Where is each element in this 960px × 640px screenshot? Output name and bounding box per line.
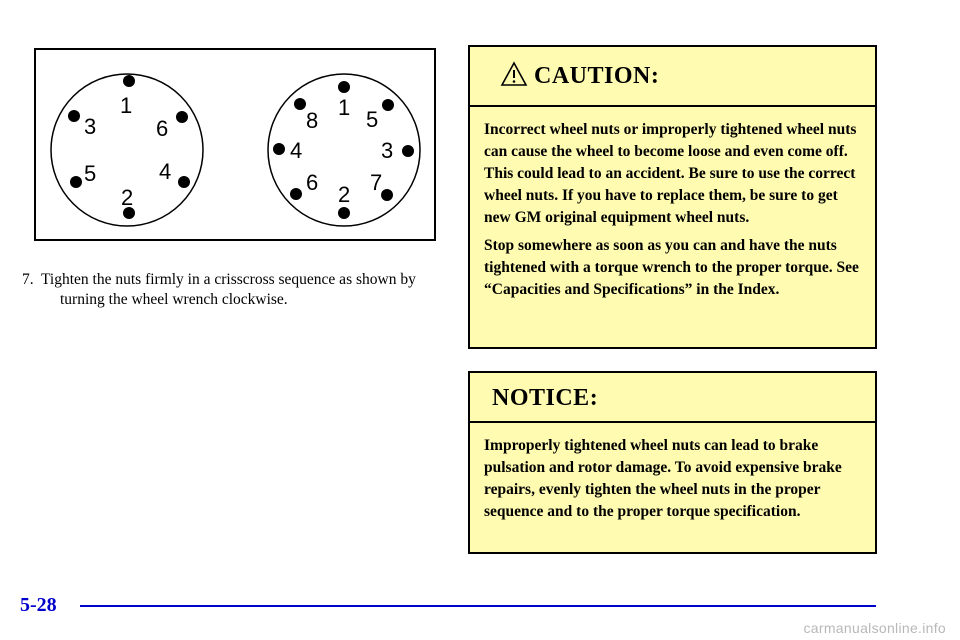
lug-nut-dot xyxy=(70,176,82,188)
lug-nut-sequence-figure xyxy=(34,48,436,241)
lug-label: 4 xyxy=(159,159,172,184)
lug-nut-dot xyxy=(338,81,350,93)
notice-body: Improperly tightened wheel nuts can lead to brake pulsation and rotor damage. To avoid expensive brake repairs, evenly tighten the wheel nuts in the proper sequence and to the proper torque specification. xyxy=(484,437,842,520)
step-number: 7. xyxy=(22,271,34,288)
lug-nut-dot xyxy=(123,75,135,87)
lug-label: 5 xyxy=(84,161,97,186)
lug-nut-dot xyxy=(290,188,302,200)
warning-triangle-icon xyxy=(500,61,528,87)
lug-label: 3 xyxy=(84,114,97,139)
lug-label: 2 xyxy=(338,182,351,207)
lug-nut-dot xyxy=(338,207,350,219)
caution-paragraph: Incorrect wheel nuts or improperly tightened wheel nuts can cause the wheel to become loose and even come off. This could lead to an accident. Be sure to use the correct wheel nuts. If you have to replace them, be sure to get new GM original equipment wheel nuts. xyxy=(484,121,857,226)
step-7 xyxy=(22,270,442,310)
lug-label: 7 xyxy=(370,170,383,195)
notice-header xyxy=(470,373,875,423)
notice-title: NOTICE: xyxy=(492,385,599,411)
lug-label: 2 xyxy=(121,185,134,210)
lug-label: 6 xyxy=(156,116,169,141)
lug-label: 5 xyxy=(366,107,379,132)
lug-nut-dot xyxy=(381,189,393,201)
lug-label: 4 xyxy=(290,138,303,163)
page-number: 5-28 xyxy=(20,594,57,616)
notice-box xyxy=(468,371,877,554)
caution-body xyxy=(470,107,875,301)
caution-title: CAUTION: xyxy=(534,63,660,89)
footer-rule xyxy=(80,605,876,607)
watermark: carmanualsonline.info xyxy=(803,620,946,636)
lug-nut-dot xyxy=(176,111,188,123)
lug-label: 1 xyxy=(120,93,133,118)
caution-box xyxy=(468,45,877,349)
lug-label: 6 xyxy=(306,170,319,195)
caution-header xyxy=(470,47,875,107)
lug-nut-dot xyxy=(178,176,190,188)
step-text: Tighten the nuts firmly in a crisscross sequence as shown by turning the wheel wrench clockwise. xyxy=(41,271,416,308)
lug-nut-dot xyxy=(402,145,414,157)
lug-label: 1 xyxy=(338,95,351,120)
lug-label: 8 xyxy=(306,108,319,133)
lug-nut-diagram xyxy=(36,50,434,239)
lug-nut-dot xyxy=(273,143,285,155)
caution-paragraph: Stop somewhere as soon as you can and have the nuts tightened with a torque wrench to the proper torque. See “Capacities and Specifications” in the Index. xyxy=(484,237,859,298)
lug-nut-dot xyxy=(68,110,80,122)
lug-nut-dot xyxy=(294,98,306,110)
lug-nut-dot xyxy=(382,99,394,111)
lug-label: 3 xyxy=(381,138,394,163)
